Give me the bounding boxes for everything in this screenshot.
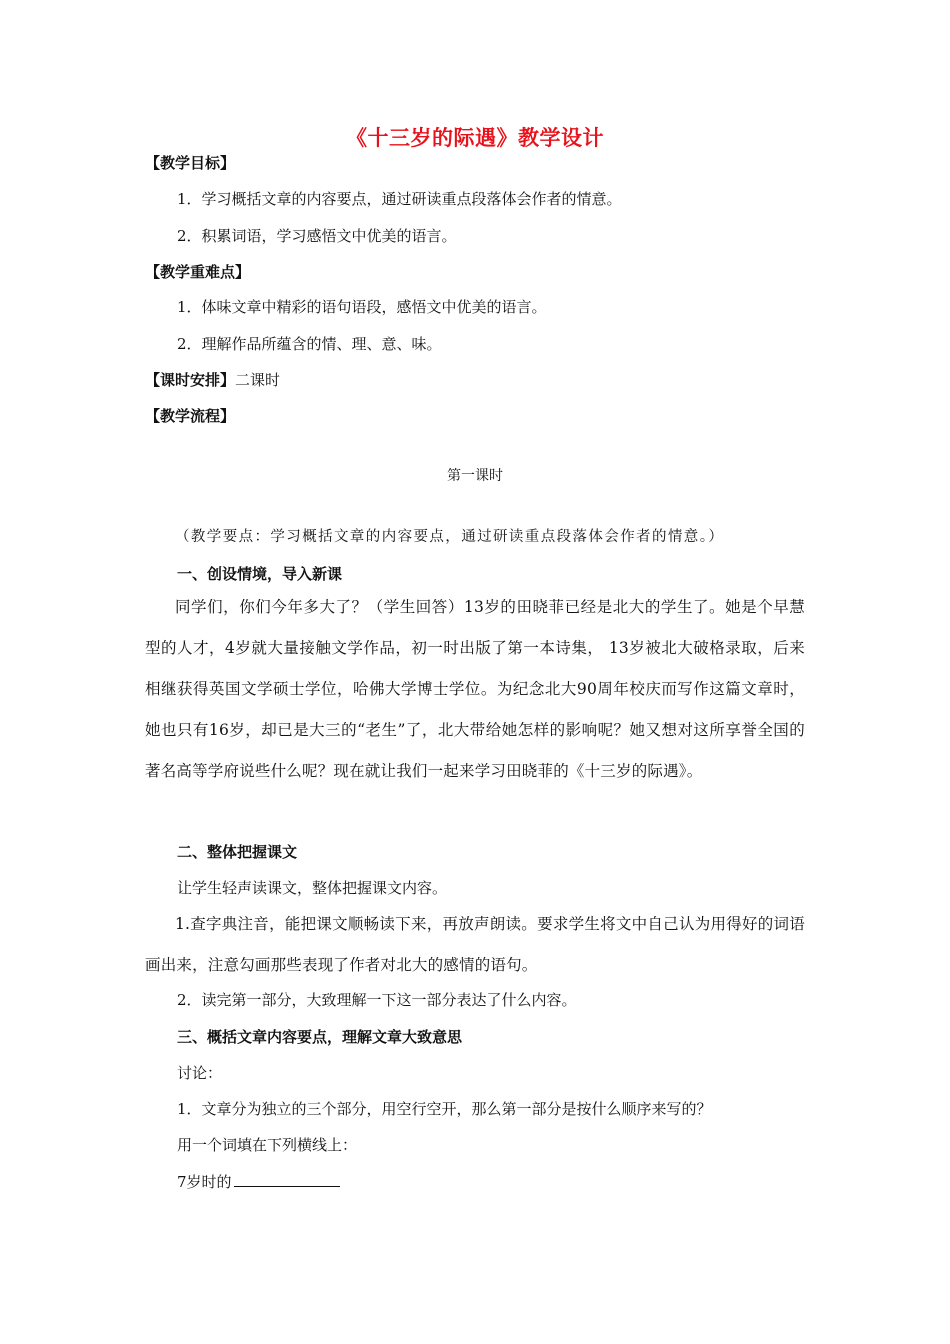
fill-prompt: 用一个词填在下列横线上： [177, 1136, 358, 1154]
fill-blank-line [234, 1170, 340, 1187]
lesson-title: 第一课时 [447, 468, 503, 484]
discussion-label: 讨论： [177, 1064, 223, 1082]
goal-item-1: 1．学习概括文章的内容要点，通过研读重点段落体会作者的情意。 [177, 190, 622, 208]
section-3-heading: 三、概括文章内容要点，理解文章大致意思 [177, 1028, 463, 1046]
lesson-focus: （教学要点：学习概括文章的内容要点，通过研读重点段落体会作者的情意。） [175, 529, 725, 545]
process-heading: 【教学流程】 [145, 407, 236, 425]
section-2-heading: 二、整体把握课文 [177, 843, 298, 861]
goal-item-2: 2．积累词语，学习感悟文中优美的语言。 [177, 227, 457, 245]
section-1-heading: 一、创设情境，导入新课 [177, 565, 343, 583]
question-1: 1．文章分为独立的三个部分，用空行空开，那么第一部分是按什么顺序来写的？ [177, 1100, 712, 1118]
section-1-paragraph: 同学们，你们今年多大了？（学生回答）13岁的田晓菲已经是北大的学生了。她是个早慧型的人才，4岁就大量接触文学作品，初一时出版了第一本诗集， 13岁被北大破格录取，后来相继获得英国文学硕士学位，哈佛大学博士学位。为纪念北大90周年校庆而写作这篇文章时，她也只有16岁，却已是大三的“老生”了，北大带给她怎样的影响呢？她又想对这所享誉全国的著名高等学府说些什么呢？现在就让我们一起来学习田晓菲的《十三岁的际遇》。 [145, 598, 805, 780]
section-2-item-1: 1.查字典注音，能把课文顺畅读下来，再放声朗读。要求学生将文中自己认为用得好的词语画出来，注意勾画那些表现了作者对北大的感情的语句。 [145, 915, 805, 974]
goals-heading: 【教学目标】 [145, 154, 236, 172]
section-2-item-2: 2．读完第一部分，大致理解一下这一部分表达了什么内容。 [177, 991, 577, 1009]
fill-item [177, 1170, 340, 1192]
schedule-line [145, 370, 280, 390]
schedule-value: 二课时 [235, 371, 281, 389]
document-title: 《十三岁的际遇》教学设计 [346, 126, 604, 150]
key-point-item-2: 2．理解作品所蕴含的情、理、意、味。 [177, 335, 442, 353]
fill-item-label: 7岁时的 [177, 1173, 232, 1191]
key-points-heading: 【教学重难点】 [145, 263, 251, 281]
section-2-intro: 让学生轻声读课文，整体把握课文内容。 [177, 879, 448, 897]
schedule-heading: 【课时安排】 [145, 371, 236, 389]
key-point-item-1: 1．体味文章中精彩的语句语段，感悟文中优美的语言。 [177, 298, 547, 316]
